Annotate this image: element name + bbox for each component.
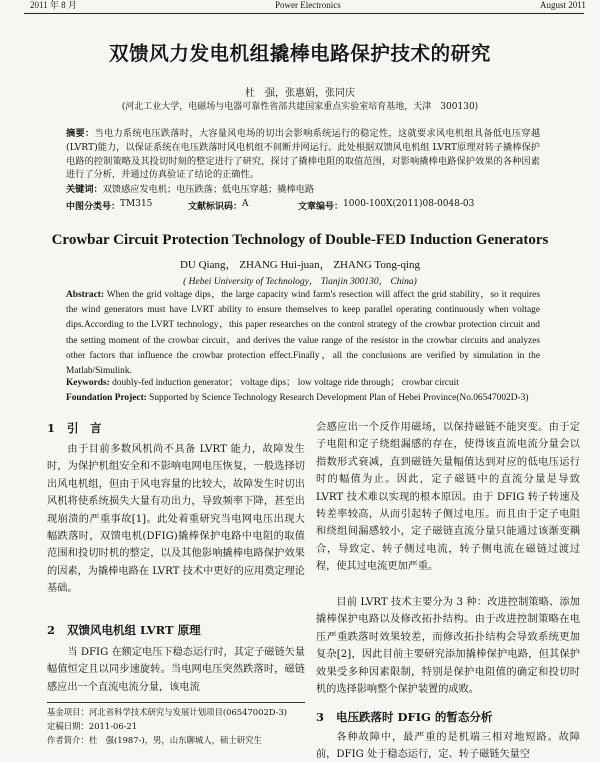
abstract-cn-label: 摘要： <box>66 128 95 139</box>
foundation-project-en <box>66 392 540 405</box>
section-2-heading <box>47 622 201 638</box>
header-date-cn: 2011 年 8 月 <box>30 0 77 10</box>
header-journal-name: Power Electronics <box>275 0 341 10</box>
section-2-title: 双馈风电机组 LVRT 原理 <box>67 623 201 637</box>
right-column-paragraph-1: 会感应出一个反作用磁场，以保持磁链不能突变。由于定子电阻和定子绕组漏感的存在，使得该直流电流分量会以指数形式衰减，直到磁链矢量幅值达到对应的低电压运行时的幅值为止。因此，定子磁链中的直流分量是导致 LVRT 技术难以实现的根本原因。由于 DFIG 转子转速及转差率较高，从而引起转子侧过电压。而且由于定子电阻和绕组间漏感较小，定子磁链直流分量只能通过该渐变耦合，导致定、转子侧过电流，转子侧电流在磁链过渡过程，使其过电流更加严重。 <box>316 422 580 573</box>
document-code <box>188 199 249 212</box>
paper-title-en: Crowbar Circuit Protection Technology of Double-FED Induction Generators <box>51 232 549 248</box>
project-en-label: Foundation Project: <box>66 393 147 403</box>
header-date-en: August 2011 <box>540 0 586 10</box>
clc-label: 中图分类号： <box>66 202 121 212</box>
footnote-rule <box>47 702 305 703</box>
abstract-cn <box>66 127 540 182</box>
authors-en: DU Qiang， ZHANG Hui-juan， ZHANG Tong-qing <box>179 259 421 271</box>
section-3-paragraph: 各种故障中，最严重的是机端三相对地短路。故障前，DFIG 处于稳态运行，定、转子磁链矢量空 <box>316 732 580 761</box>
section-1-title: 引 言 <box>67 421 102 435</box>
keywords-cn <box>66 183 540 196</box>
section-2-number: 2 <box>47 623 56 637</box>
section-1-number: 1 <box>47 421 56 435</box>
footnote-author: 作者简介：杜 强(1987-)，男，山东聊城人，硕士研究生 <box>47 735 262 745</box>
footnote <box>47 705 305 747</box>
section-3-heading <box>316 709 492 725</box>
section-1-paragraph: 由于目前多数风机尚不具备 LVRT 能力，故障发生时，为保护机组安全和不影响电网电压恢复，一般选择切出风电机组，但由于风电容量的比较大，故障发生时切出风机将使系统损失大量有功出力，导致频率下降，甚至出现崩溃的严重事故[1]。此处着重研究当电网电压出现大幅跌落时，双馈电机(DFIG)撬棒保护电路中电阻的取值范围和投切时机的整定，以及其他影响撬棒电路保护效果的因素，为撬棒电路在 LVRT 技术中更好的应用奠定理论基础。 <box>47 444 305 595</box>
affiliation-en: ( Hebei University of Technology， Tianjin 300130， China) <box>183 277 417 287</box>
article-number <box>298 199 475 212</box>
running-header <box>0 0 600 16</box>
section-2-paragraph: 当 DFIG 在额定电压下稳态运行时，其定子磁链矢量幅值恒定且以同步速旋转。当电网电压突然跌落时，磁链感应出一个直流电流分量，该电流 <box>47 647 306 693</box>
footnote-date: 定稿日期：2011-06-21 <box>47 721 138 731</box>
section-1-heading <box>47 420 102 436</box>
doc-code-label: 文献标识码： <box>188 202 243 212</box>
article-no-value: 1000-100X(2011)08-0048-03 <box>343 199 475 209</box>
header-rule <box>24 13 584 14</box>
abstract-en <box>66 288 540 379</box>
keywords-en-label: Keywords: <box>66 378 110 388</box>
abstract-en-label: Abstract: <box>66 290 105 300</box>
authors-cn: 杜 强，张惠娟，张同庆 <box>245 88 355 99</box>
abstract-en-text: When the grid voltage dips，the large capacity wind farm's resection will affect the grid stability，so it requires the wind generators must have LVRT ability to ensure themselves to keep parallel operating continuously when voltage dips.According to the LVRT technology，this paper researches on the control strategy of the crowbar protection circuit and the setting moment of the crowbar circuit，and derives the value range of the resistor in the crowbar circuits and analyzes other factors that influence the crowbar protection effect.Finally，all the conclusions are verified by simulation in the Matlab/Simulink. <box>66 290 540 377</box>
abstract-cn-text: 当电力系统电压跌落时，大容量风电场的切出会影响系统运行的稳定性，这就要求风电机组具备低电压穿越(LVRT)能力，以保证系统在电压跌落时风电机组不间断并网运行。此处根据双馈风电机组 LVRT原理对转子撬棒保护电路的控制策略及其投切时刻的整定进行了研究，探讨了撬棒电阻的取值范围，对影响撬棒电路保护效果的各种因素进行了分析，并通过仿真验证了结论的正确性。 <box>66 128 541 181</box>
classification-line <box>66 199 540 213</box>
right-column-paragraph-2: 目前 LVRT 技术主要分为 3 种：改进控制策略、添加撬棒保护电路以及修改拓扑结构。由于改进控制策略在电压严重跌落时效果较差，而修改拓扑结构会导致系统更加复杂[2]，因此目前主要研究添加撬棒保护电路，但其保护效果受多种因素限制，特别是保护电阻值的确定和投切时机的选择影响整个保护装置的成败。 <box>316 597 580 696</box>
keywords-cn-text: 双馈感应发电机；电压跌落；低电压穿越；撬棒电路 <box>102 184 315 195</box>
section-3-number: 3 <box>316 710 325 724</box>
keywords-cn-label: 关键词： <box>66 184 103 195</box>
footnote-fund: 基金项目：河北省科学技术研究与发展计划项目(06547002D-3) <box>47 707 288 717</box>
paper-title-cn: 双馈风力发电机组撬棒电路保护技术的研究 <box>109 42 491 65</box>
doc-code-value: A <box>242 199 249 209</box>
clc-value: TM315 <box>120 199 153 209</box>
affiliation-cn: (河北工业大学，电磁场与电器可靠性省部共建国家重点实验室培育基地，天津 300130) <box>121 102 479 112</box>
clc-number <box>66 199 153 212</box>
section-3-title: 电压跌落时 DFIG 的暂态分析 <box>336 710 493 724</box>
article-no-label: 文章编号： <box>298 202 344 212</box>
keywords-en-text: doubly-fed induction generator； voltage dips； low voltage ride through； crowbar circuit <box>112 378 459 388</box>
keywords-en <box>66 377 540 390</box>
project-en-text: Supported by Science Technology Research Development Plan of Hebei Province(No.06547002D-3) <box>149 393 529 403</box>
